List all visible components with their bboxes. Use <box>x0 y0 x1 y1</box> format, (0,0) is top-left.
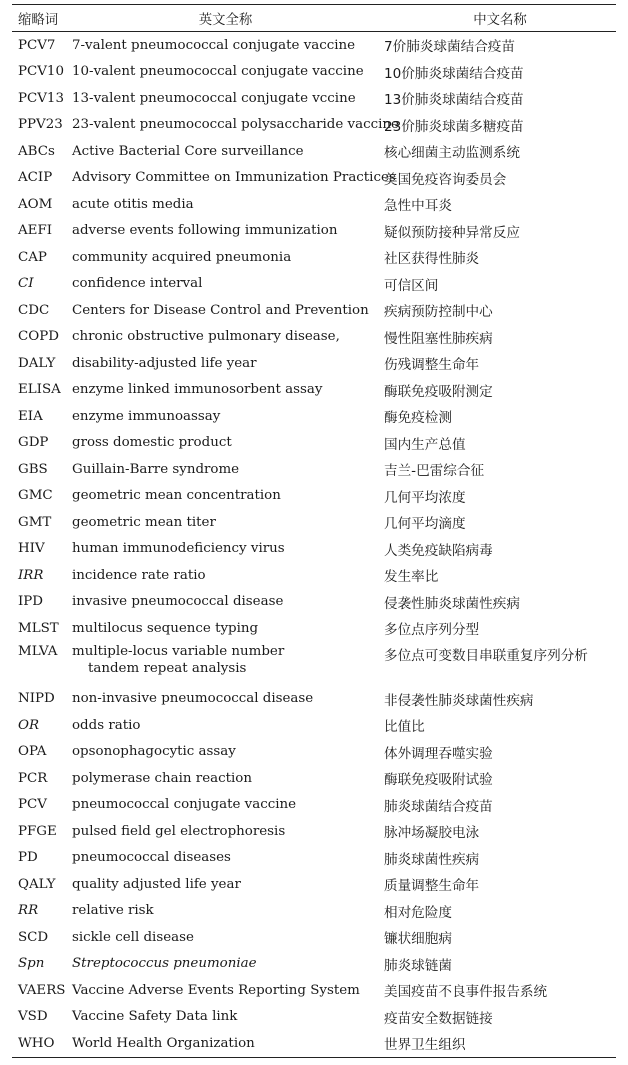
abbr-cell: PD <box>18 850 38 866</box>
abbr-cell: QALY <box>18 876 56 892</box>
chinese-cell: 可信区间 <box>384 277 439 294</box>
english-cell: relative risk <box>72 903 154 919</box>
table-row <box>12 898 616 925</box>
table-row <box>12 509 616 536</box>
chinese-cell: 多位点可变数目串联重复序列分析 <box>384 647 588 664</box>
table-row <box>12 377 616 404</box>
abbr-cell: PCV13 <box>18 90 64 106</box>
chinese-cell: 发生率比 <box>384 569 439 586</box>
abbr-cell: PCR <box>18 770 48 786</box>
table-row <box>12 483 616 510</box>
english-cell: non-invasive pneumococcal disease <box>72 691 314 707</box>
table-row <box>12 218 616 245</box>
english-cell: enzyme linked immunosorbent assay <box>72 382 323 398</box>
chinese-cell: 酶联免疫吸附测定 <box>384 383 493 400</box>
chinese-cell: 几何平均滴度 <box>384 516 466 533</box>
table-row <box>12 403 616 430</box>
table-row <box>12 712 616 739</box>
english-cell: sickle cell disease <box>72 929 194 945</box>
table-row <box>12 456 616 483</box>
chinese-cell: 脉冲场凝胶电泳 <box>384 825 480 842</box>
abbr-cell: WHO <box>12 1030 67 1057</box>
english-cell: Active Bacterial Core surveillance <box>72 143 304 159</box>
chinese-cell: 肺炎球菌结合疫苗 <box>384 798 493 815</box>
table-row <box>12 191 616 218</box>
table-header <box>12 5 616 32</box>
chinese-cell: 体外调理吞噬实验 <box>384 745 493 762</box>
chinese-cell: 世界卫生组织 <box>380 1030 616 1057</box>
table-row <box>12 138 616 165</box>
chinese-cell: 10价肺炎球菌结合疫苗 <box>384 65 524 82</box>
table-row <box>12 739 616 766</box>
chinese-cell: 吉兰-巴雷综合征 <box>384 463 485 480</box>
table-row <box>12 924 616 951</box>
english-cell: chronic obstructive pulmonary disease, <box>72 329 340 345</box>
english-cell: gross domestic product <box>72 435 232 451</box>
abbr-cell: PCV10 <box>18 64 64 80</box>
table-row <box>12 1004 616 1031</box>
abbr-cell: PCV <box>18 797 47 813</box>
english-line-1: multiple-locus variable number <box>72 643 285 659</box>
table-row <box>12 818 616 845</box>
english-cell: Guillain-Barre syndrome <box>72 461 240 477</box>
chinese-cell: 7价肺炎球菌结合疫苗 <box>384 39 515 56</box>
header-row <box>12 5 616 32</box>
header-english-full-name: 英文全称 <box>67 5 380 32</box>
english-cell: Centers for Disease Control and Prevention <box>72 302 369 318</box>
chinese-cell: 肺炎球链菌 <box>384 957 452 974</box>
chinese-cell: 侵袭性肺炎球菌性疾病 <box>384 595 520 612</box>
header-chinese-name: 中文名称 <box>380 5 616 32</box>
english-cell: 13-valent pneumococcal conjugate vccine <box>72 90 356 106</box>
table-row <box>12 765 616 792</box>
chinese-cell: 23价肺炎球菌多糖疫苗 <box>384 118 524 135</box>
table-row <box>12 324 616 351</box>
abbr-cell: SCD <box>18 929 49 945</box>
table-row <box>12 686 616 713</box>
table-row <box>12 430 616 457</box>
chinese-cell: 相对危险度 <box>384 904 452 921</box>
abbr-cell: GDP <box>18 435 49 451</box>
english-cell: pulsed field gel electrophoresis <box>72 823 286 839</box>
header-abbreviation: 缩略词 <box>12 5 67 32</box>
abbr-cell: GMT <box>18 514 52 530</box>
chinese-cell: 非侵袭性肺炎球菌性疾病 <box>384 692 534 709</box>
table-row <box>12 1030 616 1057</box>
chinese-cell: 疫苗安全数据链接 <box>384 1010 493 1027</box>
english-cell: acute otitis media <box>72 196 194 212</box>
chinese-cell: 肺炎球菌性疾病 <box>384 851 480 868</box>
abbr-cell: CDC <box>18 302 50 318</box>
english-cell: Vaccine Safety Data link <box>72 1009 238 1025</box>
chinese-cell: 疾病预防控制中心 <box>384 304 493 321</box>
english-cell: enzyme immunoassay <box>72 408 221 424</box>
abbr-cell: ACIP <box>18 170 53 186</box>
table-row <box>12 642 616 686</box>
english-cell: 23-valent pneumococcal polysaccharide vaccine <box>72 117 399 133</box>
english-cell: human immunodeficiency virus <box>72 541 285 557</box>
table-row <box>12 112 616 139</box>
table-body <box>12 32 616 1058</box>
table-row <box>12 271 616 298</box>
abbr-cell: IRR <box>18 567 44 583</box>
abbr-cell: DALY <box>18 355 56 371</box>
abbr-cell: ABCs <box>18 143 55 159</box>
english-cell: incidence rate ratio <box>72 567 206 583</box>
chinese-cell: 人类免疫缺陷病毒 <box>384 542 493 559</box>
table-row <box>12 59 616 86</box>
table-row <box>12 350 616 377</box>
english-cell: 7-valent pneumococcal conjugate vaccine <box>72 37 356 53</box>
chinese-cell: 急性中耳炎 <box>384 198 452 215</box>
english-cell: geometric mean titer <box>72 514 216 530</box>
table-row <box>12 589 616 616</box>
abbr-cell: HIV <box>18 541 45 557</box>
chinese-cell: 多位点序列分型 <box>384 622 480 639</box>
table-row <box>12 165 616 192</box>
chinese-cell: 社区获得性肺炎 <box>384 251 480 268</box>
chinese-cell: 核心细菌主动监测系统 <box>384 145 520 162</box>
abbr-cell: PCV7 <box>18 37 56 53</box>
abbr-cell: CI <box>18 276 34 292</box>
abbr-cell: GBS <box>18 461 48 477</box>
table-row <box>12 845 616 872</box>
table-row <box>12 615 616 642</box>
table-row <box>12 244 616 271</box>
abbr-cell: EIA <box>18 408 43 424</box>
english-cell: confidence interval <box>72 276 203 292</box>
english-cell: quality adjusted life year <box>72 876 241 892</box>
chinese-cell: 镰状细胞病 <box>384 931 452 948</box>
english-cell: Streptococcus pneumoniae <box>72 956 257 972</box>
abbr-cell: CAP <box>18 249 47 265</box>
chinese-cell: 慢性阻塞性肺疾病 <box>384 330 493 347</box>
abbr-cell: COPD <box>18 329 59 345</box>
english-cell: pneumococcal diseases <box>72 850 231 866</box>
abbr-cell: NIPD <box>18 691 55 707</box>
abbr-cell: VAERS <box>18 982 66 998</box>
english-cell: disability-adjusted life year <box>72 355 257 371</box>
chinese-cell: 伤残调整生命年 <box>384 357 480 374</box>
abbr-cell: PFGE <box>18 823 57 839</box>
chinese-cell: 国内生产总值 <box>384 436 466 453</box>
chinese-cell: 几何平均浓度 <box>384 489 466 506</box>
chinese-cell: 质量调整生命年 <box>384 878 480 895</box>
english-cell: adverse events following immunization <box>72 223 338 239</box>
chinese-cell: 酶免疫检测 <box>384 410 452 427</box>
english-cell: pneumococcal conjugate vaccine <box>72 797 297 813</box>
abbreviation-table <box>12 4 616 1058</box>
table-row <box>12 32 616 59</box>
abbr-cell: RR <box>18 903 39 919</box>
table-row <box>12 977 616 1004</box>
table-row <box>12 297 616 324</box>
abbr-cell: MLST <box>18 620 59 636</box>
english-cell: multilocus sequence typing <box>72 620 259 636</box>
abbr-cell: PPV23 <box>18 117 63 133</box>
english-cell: odds ratio <box>72 717 141 733</box>
table-row <box>12 536 616 563</box>
english-cell: World Health Organization <box>67 1030 380 1057</box>
english-cell: Vaccine Adverse Events Reporting System <box>72 982 360 998</box>
table-row <box>12 871 616 898</box>
table-row <box>12 562 616 589</box>
abbr-cell: ELISA <box>18 382 61 398</box>
english-cell: Advisory Committee on Immunization Practices <box>72 170 396 186</box>
english-cell: 10-valent pneumococcal conjugate vaccine <box>72 64 364 80</box>
chinese-cell: 酶联免疫吸附试验 <box>384 772 493 789</box>
abbr-cell: AOM <box>18 196 53 212</box>
abbr-cell: GMC <box>18 488 53 504</box>
english-cell: invasive pneumococcal disease <box>72 594 284 610</box>
english-line-2: tandem repeat analysis <box>88 660 247 676</box>
english-cell: geometric mean concentration <box>72 488 281 504</box>
chinese-cell: 疑似预防接种异常反应 <box>384 224 520 241</box>
chinese-cell: 美国疫苗不良事件报告系统 <box>384 984 548 1001</box>
chinese-cell: 13价肺炎球菌结合疫苗 <box>384 92 524 109</box>
english-cell: community acquired pneumonia <box>72 249 292 265</box>
abbr-cell: Spn <box>18 956 45 972</box>
abbr-cell: MLVA <box>18 643 58 659</box>
abbr-cell: OR <box>18 717 40 733</box>
abbr-cell: IPD <box>18 594 44 610</box>
chinese-cell: 比值比 <box>384 719 425 736</box>
english-cell <box>67 642 380 686</box>
abbr-cell: OPA <box>18 744 47 760</box>
table-row <box>12 951 616 978</box>
table-row <box>12 792 616 819</box>
abbr-cell: AEFI <box>18 223 53 239</box>
english-cell: polymerase chain reaction <box>72 770 252 786</box>
table-row <box>12 85 616 112</box>
english-cell: opsonophagocytic assay <box>72 744 236 760</box>
chinese-cell: 美国免疫咨询委员会 <box>384 171 507 188</box>
abbr-cell: VSD <box>18 1009 48 1025</box>
